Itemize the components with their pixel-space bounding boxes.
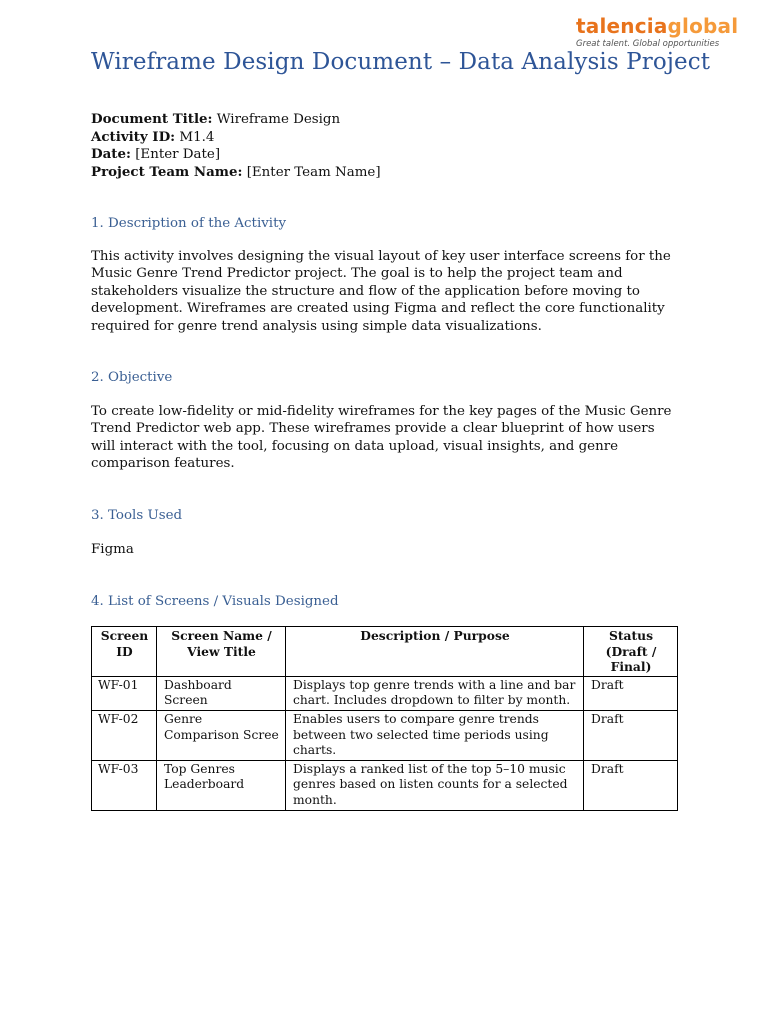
table-row xyxy=(92,710,678,760)
meta-label: Date: xyxy=(91,146,131,162)
logo-wordmark xyxy=(576,14,748,38)
meta-date xyxy=(91,146,381,164)
table-row xyxy=(92,760,678,810)
meta-value: [Enter Team Name] xyxy=(246,164,381,180)
meta-label: Document Title: xyxy=(91,111,213,127)
document-heading: Wireframe Design Document – Data Analysis Project xyxy=(91,49,711,75)
screens-table xyxy=(91,626,678,811)
meta-label: Activity ID: xyxy=(91,128,176,145)
meta-value: Wireframe Design xyxy=(216,112,341,127)
logo-tagline: Great talent. Global opportunities xyxy=(576,39,720,49)
col-description: Description / Purpose xyxy=(286,627,584,677)
cell-screen-id: WF-03 xyxy=(92,760,157,810)
cell-screen-id: WF-01 xyxy=(92,676,157,710)
meta-label: Project Team Name: xyxy=(91,163,243,180)
meta-team xyxy=(91,164,381,182)
section-body-objective: To create low-fidelity or mid-fidelity wireframes for the key pages of the Music Genre Trend Predictor web app. These wireframes provide a clear blueprint of how users will interact with the tool, focusing on data upload, visual insights, and genre comparison features. xyxy=(91,404,672,472)
meta-value: [Enter Date] xyxy=(135,147,221,162)
col-screen-name: Screen Name / View Title xyxy=(157,627,286,677)
company-logo xyxy=(576,14,748,49)
section-heading-objective: 2. Objective xyxy=(91,370,173,385)
cell-screen-id: WF-02 xyxy=(92,710,157,760)
document-meta xyxy=(91,111,381,181)
meta-document-title xyxy=(91,111,381,129)
cell-description: Displays top genre trends with a line and bar chart. Includes dropdown to filter by month. xyxy=(286,676,584,710)
cell-screen-name: Top Genres Leaderboard xyxy=(157,760,286,810)
section-heading-description: 1. Description of the Activity xyxy=(91,216,287,231)
cell-status: Draft xyxy=(584,710,678,760)
logo-part-2: global xyxy=(667,14,739,38)
cell-screen-name: Genre Comparison Scree xyxy=(157,710,286,760)
col-screen-id: Screen ID xyxy=(92,627,157,677)
section-body-tools: Figma xyxy=(91,542,134,557)
cell-screen-name: Dashboard Screen xyxy=(157,676,286,710)
logo-part-1: talencia xyxy=(576,14,668,38)
cell-description: Enables users to compare genre trends between two selected time periods using charts. xyxy=(286,710,584,760)
table-header-row xyxy=(92,627,678,677)
cell-status: Draft xyxy=(584,676,678,710)
cell-description: Displays a ranked list of the top 5–10 music genres based on listen counts for a selected month. xyxy=(286,760,584,810)
meta-value: M1.4 xyxy=(179,129,215,145)
cell-status: Draft xyxy=(584,760,678,810)
table-row xyxy=(92,676,678,710)
section-heading-tools: 3. Tools Used xyxy=(91,508,183,523)
section-body-description: This activity involves designing the visual layout of key user interface screens for the Music Genre Trend Predictor project. The goal is to help the project team and stakeholders visualize the structure and flow of the application before moving to development. Wireframes are created using Figma and reflect the core functionality required for genre trend analysis using simple data visualizations. xyxy=(91,249,671,334)
col-status: Status (Draft / Final) xyxy=(584,627,678,677)
meta-activity-id xyxy=(91,129,381,147)
section-heading-screens: 4. List of Screens / Visuals Designed xyxy=(91,594,339,609)
